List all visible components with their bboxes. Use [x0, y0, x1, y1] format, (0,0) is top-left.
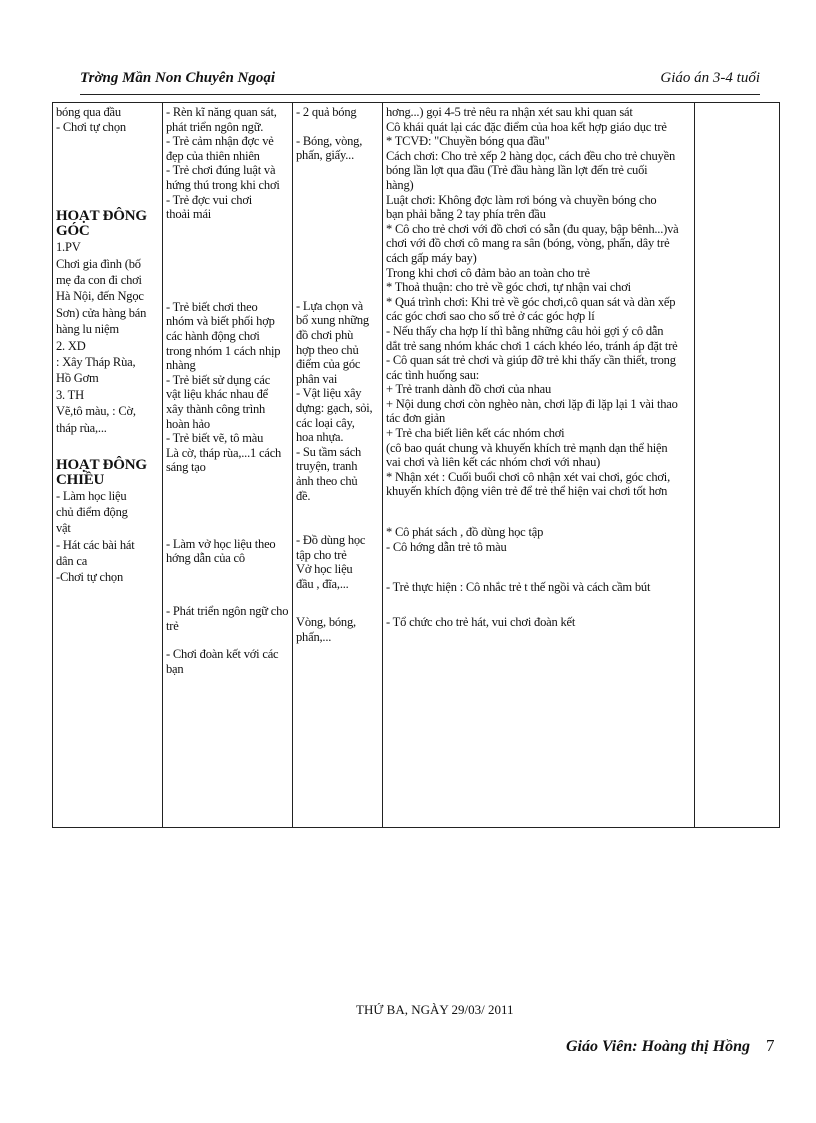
text-line: Trong khi chơi cô đảm bảo an toàn cho trẻ	[386, 265, 590, 280]
text-line: hoàn hảo	[166, 416, 210, 431]
text-line: 1.PV	[56, 240, 81, 255]
text-line: - Hát các bài hát	[56, 537, 135, 552]
text-line: - Trẻ cảm nhận đợc vẻ	[166, 134, 274, 149]
text-line: Vở học liệu	[296, 562, 353, 577]
text-line: - Vật liệu xây	[296, 386, 362, 401]
text-line: hợp theo chủ	[296, 342, 359, 357]
text-line: * Thoả thuận: cho trẻ về góc chơi, tự nhận vai chơi	[386, 280, 631, 295]
text-line: chơi với đồ chơi cô mang ra sân (bóng, vòng, phấn, dây trẻ	[386, 236, 670, 251]
text-line: Cách chơi: Cho trẻ xếp 2 hàng dọc, cách đều cho trẻ chuyền	[386, 148, 675, 163]
top-activities	[56, 105, 159, 134]
text-line: Luật chơi: Không đợc làm rơi bóng và chuyền bóng cho	[386, 192, 657, 207]
text-line: phân vai	[296, 371, 338, 386]
text-line: đồ chơi phù	[296, 327, 354, 342]
text-line: thoải mái	[166, 207, 212, 222]
text-line: HOẠT ĐÔNG	[56, 457, 147, 474]
text-line: các góc chơi sao cho số trẻ ở các góc hợp lí	[386, 309, 595, 324]
materials-1	[296, 105, 379, 120]
objectives-afternoon-2	[166, 604, 289, 633]
text-line: các hành động chơi	[166, 328, 260, 343]
text-line: Sơn) cửa hàng bán	[56, 305, 147, 320]
text-line: - Rèn kĩ năng quan sát,	[166, 105, 277, 119]
text-line: bạn	[166, 661, 184, 676]
text-line: - Cô quan sát trẻ chơi và giúp đỡ trẻ khi thấy cần thiết, trong	[386, 353, 676, 368]
procedure-column	[383, 103, 695, 828]
text-line: - Chơi đoàn kết với các	[166, 647, 279, 662]
text-line: xây thành công trình	[166, 401, 266, 416]
text-line: bạn phải bằng 2 tay phía trên đầu	[386, 207, 546, 222]
text-line: + Trẻ cha biết liên kết các nhóm chơi	[386, 426, 565, 441]
text-line: dân ca	[56, 553, 88, 568]
text-line: CHIỀU	[56, 472, 105, 489]
text-line: sáng tạo	[166, 460, 206, 475]
chieu-heading	[56, 458, 159, 488]
text-line: các tình huống sau:	[386, 367, 480, 382]
text-line: (cô bao quát chung và khuyến khích trẻ mạnh dạn thể hiện	[386, 440, 668, 455]
text-line: - Trẻ biết sử dụng các	[166, 372, 271, 387]
text-line: đầu , đĩa,...	[296, 576, 349, 591]
text-line: * TCVĐ: "Chuyền bóng qua đầu"	[386, 134, 550, 149]
procedure-afternoon-1	[386, 525, 691, 554]
text-line: HOẠT ĐÔNG	[56, 208, 147, 225]
text-line: Hồ Gơm	[56, 371, 99, 386]
lesson-date: THỨ BA, NGÀY 29/03/ 2011	[356, 1002, 514, 1017]
objectives-corner	[166, 300, 289, 475]
text-line: : Xây Tháp Rùa,	[56, 355, 136, 370]
text-line: tác đơn giản	[386, 411, 446, 426]
text-line: phấn, giấy...	[296, 148, 355, 163]
procedure-afternoon-2	[386, 580, 691, 595]
text-line: Chơi gia đình (bố	[56, 256, 141, 271]
text-line: - Lựa chọn và	[296, 298, 363, 313]
school-name: Trờng Mần Non Chuyên Ngoại	[80, 70, 276, 86]
text-line: bóng lần lợt qua đầu (Trẻ đầu hàng lần lợt đến trẻ cuối	[386, 163, 648, 178]
text-line: cách gấp máy bay)	[386, 250, 477, 265]
text-line: - Su tầm sách	[296, 444, 362, 459]
text-line: Cô khái quát lại các đặc điểm của hoa kết hợp giáo dục trẻ	[386, 119, 667, 134]
text-line: hứng thú trong khi chơi	[166, 177, 280, 192]
materials-5	[296, 615, 379, 644]
text-line: đề.	[296, 488, 311, 503]
text-line: - Chơi tự chọn	[56, 119, 126, 134]
teacher-name: Giáo Viên: Hoàng thị Hồng	[566, 1038, 751, 1055]
text-line: - Trẻ biết vẽ, tô màu	[166, 431, 264, 446]
objectives-afternoon-1	[166, 537, 289, 566]
text-line: Là cờ, tháp rùa,...1 cách	[166, 445, 282, 460]
text-line: tháp rùa,...	[56, 420, 107, 435]
text-line: GÓC	[56, 223, 90, 240]
text-line: đẹp của thiên nhiên	[166, 148, 260, 163]
text-line: nhóm và biết phối hợp	[166, 314, 275, 329]
text-line: hàng)	[386, 177, 414, 192]
text-line: * Cô phát sách , đồ dùng học tập	[386, 525, 544, 540]
text-line: khuyến khích động viên trẻ để trẻ thể hiện vai chơi tốt hơn	[386, 484, 668, 499]
text-line: mẹ đa con đi chơi	[56, 273, 142, 287]
goc-heading	[56, 209, 159, 239]
text-line: bóng qua đầu	[56, 105, 121, 119]
text-line: * Nhận xét : Cuối buổi chơi cô nhận xét vai chơi, góc chơi,	[386, 469, 671, 484]
text-line: - Cô hớng dẫn trẻ tô màu	[386, 539, 507, 554]
text-line: dắt trẻ sang nhóm khác chơi 1 cách khéo léo, tránh áp đặt trẻ	[386, 338, 678, 353]
text-line: Vẽ,tô màu, : Cờ,	[56, 404, 136, 419]
materials-2	[296, 134, 379, 163]
text-line: chủ điểm động	[56, 505, 128, 520]
objectives-afternoon-3	[166, 647, 289, 676]
text-line: truyện, tranh	[296, 459, 358, 474]
chieu-activities	[56, 488, 159, 585]
text-line: 3. TH	[56, 387, 84, 402]
text-line: - Trẻ chơi đúng luật và	[166, 163, 276, 178]
text-line: trẻ	[166, 618, 179, 633]
text-line: - Trẻ thực hiện : Cô nhắc trẻ t thế ngồi và cách cầm bút	[386, 580, 651, 595]
text-line: - Phát triển ngôn ngữ cho	[166, 604, 289, 619]
procedure-main	[386, 105, 691, 499]
text-line: phát triển ngôn ngữ.	[166, 119, 264, 134]
text-line: vai chơi và liên kết các nhóm chơi với nhau)	[386, 455, 601, 470]
table-row	[53, 103, 780, 828]
text-line: - Nếu thấy cha hợp lí thì bằng những câu hỏi gợi ý cô dẫn	[386, 323, 664, 338]
document-title: Giáo án 3-4 tuổi	[660, 70, 760, 86]
materials-3	[296, 299, 379, 503]
text-line: - 2 quả bóng	[296, 105, 357, 119]
text-line: - Trẻ đợc vui chơi	[166, 192, 253, 207]
text-line: - Đồ dùng học	[296, 533, 366, 548]
text-line: 2. XD	[56, 338, 86, 353]
text-line: hớng dẫn của cô	[166, 551, 245, 566]
text-line: Hà Nội, đến Ngọc	[56, 289, 144, 304]
text-line: * Quá trình chơi: Khi trẻ về góc chơi,cô quan sát và dàn xếp	[386, 294, 676, 309]
notes-column	[695, 103, 780, 828]
text-line: + Trẻ tranh dành đồ chơi của nhau	[386, 382, 552, 397]
activity-column	[53, 103, 163, 828]
text-line: tập cho trẻ	[296, 547, 347, 562]
text-line: nhàng	[166, 358, 196, 373]
text-line: các loại cây,	[296, 415, 355, 430]
text-line: - Trẻ biết chơi theo	[166, 299, 258, 314]
text-line: - Bóng, vòng,	[296, 133, 363, 148]
text-line: hàng lu niệm	[56, 322, 119, 337]
page-number: 7	[766, 1036, 775, 1055]
header-divider	[80, 94, 760, 95]
text-line: điểm của góc	[296, 357, 361, 372]
objectives-outdoor	[166, 105, 289, 222]
text-line: -Chơi tự chọn	[56, 570, 124, 585]
text-line: phấn,...	[296, 630, 332, 645]
text-line: ảnh theo chủ	[296, 473, 358, 488]
objectives-column	[163, 103, 293, 828]
text-line: + Nội dung chơi còn nghèo nàn, chơi lặp đi lặp lại 1 vài thao	[386, 396, 678, 411]
text-line: dựng: gạch, sỏi,	[296, 400, 373, 415]
lesson-plan-table	[52, 102, 780, 828]
text-line: * Cô cho trẻ chơi với đồ chơi có sẵn (đu quay, bập bênh...)và	[386, 221, 679, 236]
materials-4	[296, 533, 379, 591]
text-line: hoa nhựa.	[296, 430, 344, 445]
text-line: bổ xung những	[296, 313, 369, 328]
text-line: - Làm học liệu	[56, 489, 127, 504]
text-line: vật	[56, 521, 71, 536]
text-line: trong nhóm 1 cách nhịp	[166, 343, 281, 358]
materials-column	[293, 103, 383, 828]
procedure-afternoon-3	[386, 615, 691, 630]
text-line: Vòng, bóng,	[296, 615, 356, 630]
text-line: vật liệu khác nhau để	[166, 387, 269, 402]
text-line: - Tổ chức cho trẻ hát, vui chơi đoàn kết	[386, 614, 576, 629]
goc-activities	[56, 239, 159, 436]
text-line: - Làm vở học liệu theo	[166, 536, 276, 551]
page-header	[80, 66, 760, 96]
text-line: hơng...) gọi 4-5 trẻ nêu ra nhận xét sau khi quan sát	[386, 105, 633, 119]
